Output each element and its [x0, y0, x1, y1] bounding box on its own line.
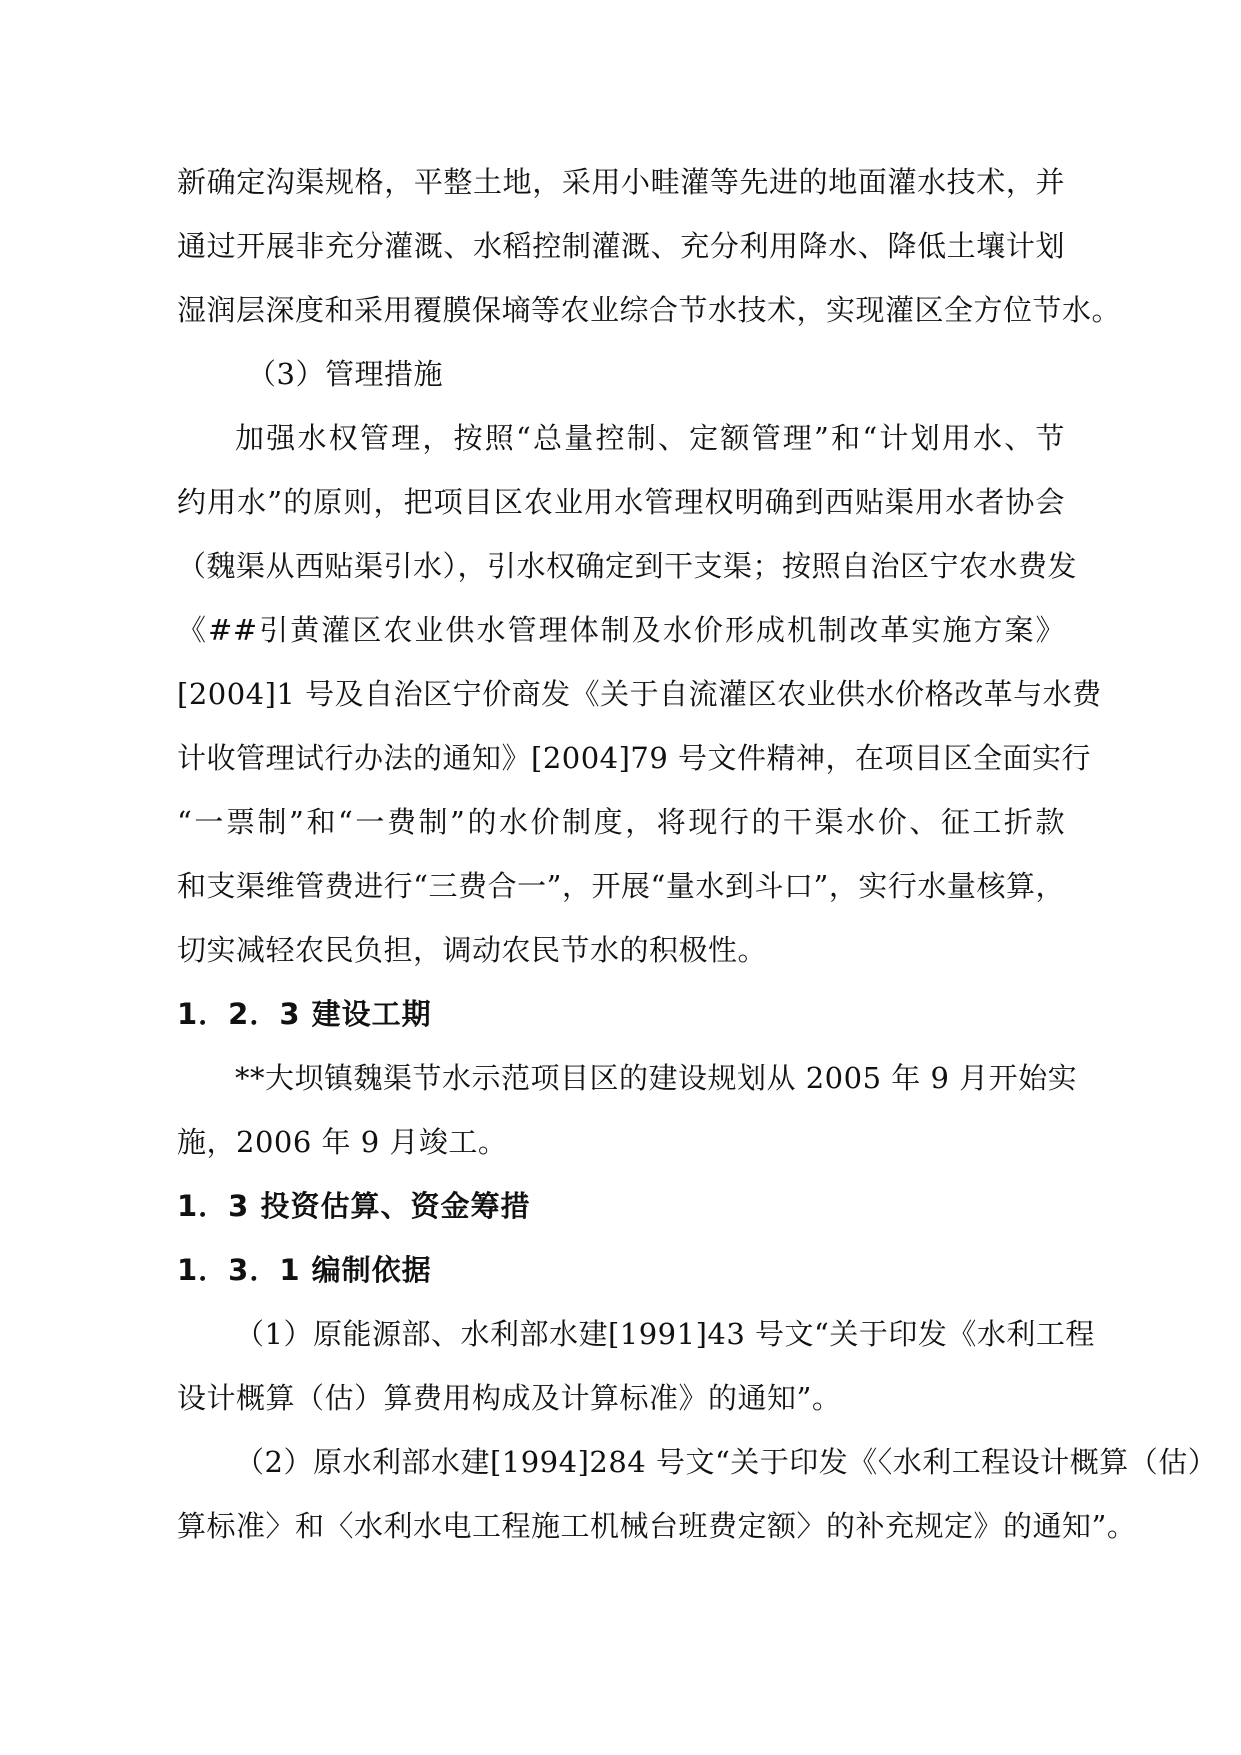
text-line: “一票制”和“一费制”的水价制度，将现行的干渠水价、征工折款	[177, 805, 1065, 839]
section-heading-compilation-basis: 1．3．1 编制依据	[177, 1253, 432, 1287]
text-line: [2004]1 号及自治区宁价商发《关于自流灌区农业供水价格改革与水费	[177, 677, 1102, 711]
document-page	[177, 150, 1218, 1558]
subheading-management-measures: （3）管理措施	[247, 357, 443, 391]
text-line: （1）原能源部、水利部水建[1991]43 号文“关于印发《水利工程	[235, 1317, 1095, 1351]
text-line: 通过开展非充分灌溉、水稻控制灌溉、充分利用降水、降低土壤计划	[177, 229, 1065, 263]
text-line: （2）原水利部水建[1994]284 号文“关于印发《〈水利工程设计概算（估）	[235, 1445, 1218, 1479]
text-line: 和支渠维管费进行“三费合一”，开展“量水到斗口”，实行水量核算，	[177, 869, 1065, 903]
text-line: 加强水权管理，按照“总量控制、定额管理”和“计划用水、节	[235, 421, 1065, 455]
text-line: （魏渠从西贴渠引水），引水权确定到干支渠；按照自治区宁农水费发	[177, 549, 1078, 583]
text-line: 算标准〉和〈水利水电工程施工机械台班费定额〉的补充规定》的通知”。	[177, 1509, 1137, 1543]
text-line: 切实减轻农民负担，调动农民节水的积极性。	[177, 933, 768, 967]
paragraph-construction-period	[177, 1046, 1078, 1174]
paragraph-basis-1	[177, 1302, 1095, 1430]
text-line: 施，2006 年 9 月竣工。	[177, 1125, 508, 1159]
text-line: 《##引黄灌区农业供水管理体制及水价形成机制改革实施方案》	[177, 613, 1065, 647]
section-heading-construction-period: 1．2．3 建设工期	[177, 997, 432, 1031]
text-line: **大坝镇魏渠节水示范项目区的建设规划从 2005 年 9 月开始实	[235, 1061, 1078, 1095]
paragraph-basis-2	[177, 1430, 1218, 1558]
text-line: 湿润层深度和采用覆膜保墒等农业综合节水技术，实现灌区全方位节水。	[177, 293, 1122, 327]
paragraph-irrigation-tech	[177, 150, 1122, 342]
paragraph-water-rights	[177, 406, 1102, 982]
section-heading-investment: 1．3 投资估算、资金筹措	[177, 1189, 531, 1223]
text-line: 新确定沟渠规格，平整土地，采用小畦灌等先进的地面灌水技术，并	[177, 165, 1065, 199]
text-line: 设计概算（估）算费用构成及计算标准》的通知”。	[177, 1381, 842, 1415]
text-line: 计收管理试行办法的通知》[2004]79 号文件精神，在项目区全面实行	[177, 741, 1092, 775]
text-line: 约用水”的原则，把项目区农业用水管理权明确到西贴渠用水者协会	[177, 485, 1065, 519]
